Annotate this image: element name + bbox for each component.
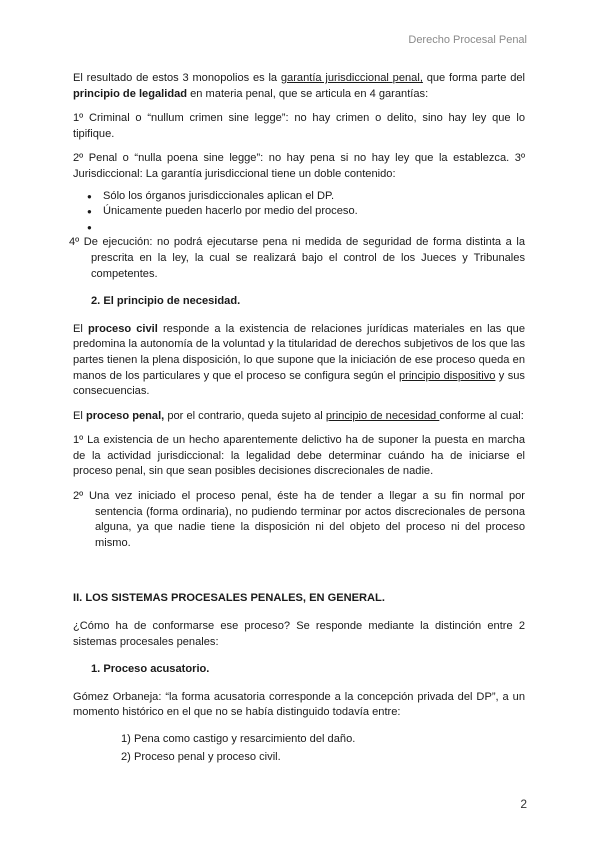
numbered-list (121, 730, 525, 766)
list-item: ● Sólo los órganos jurisdiccionales aplican el DP. (87, 189, 525, 205)
paragraph-gomez-orbaneja: Gómez Orbaneja: “la forma acusatoria corresponde a la concepción privada del DP”, a un momento histórico en el que no se había distinguido todavía entre: (73, 690, 525, 719)
paragraph-penal: 2º Penal o “nulla poena sine legge”: no hay pena si no hay ley que la establezca. 3º Jurisdiccional: La garantía jurisdiccional tiene un doble contenido: (73, 152, 525, 180)
bold-term: proceso penal, (85, 409, 165, 422)
bold-term: proceso civil (87, 322, 158, 335)
section-heading-sistemas: II. LOS SISTEMAS PROCESALES PENALES, EN GENERAL. (73, 592, 385, 605)
paragraph-criminal: 1º Criminal o “nullum crimen sine legge”: no hay crimen o delito, sino hay ley que lo tipifique. (73, 112, 525, 140)
document-body (69, 71, 525, 766)
page-number: 2 (520, 797, 527, 811)
paragraph-proceso-civil: El proceso civil responde a la existencia de relaciones jurídicas materiales en las que predomina la autonomía de la voluntad y la titularidad de derechos subjetivos de los que las partes tienen la plena disposición, lo que supone que la iniciación de ese proceso queda en manos de los particulares y que el proceso se configura según el principio dispositivo y sus consecuencias. (73, 322, 525, 398)
paragraph-proceso-penal: El proceso penal, por el contrario, queda sujeto al principio de necesidad conforme al cual: (73, 409, 524, 422)
paragraph-garantia: El resultado de estos 3 monopolios es la garantía jurisdiccional penal, que forma parte del principio de legalidad en materia penal, que se articula en 4 garantías: (73, 72, 525, 100)
paragraph-segundo: 2º Una vez iniciado el proceso penal, éste ha de tender a llegar a su fin normal por sentencia (forma ordinaria), no pudiendo terminar por actos discrecionales de persona alguna, ya que nadie tiene la disposición ni del objeto del proceso ni del proceso mismo. (73, 490, 525, 549)
paragraph-ejecucion: 4º De ejecución: no podrá ejecutarse pena ni medida de seguridad de forma distinta a la prescrita en la ley, la cual se realizará bajo el control de los Jueces y Tribunales competentes. (69, 236, 525, 280)
list-item: ● Únicamente pueden hacerlo por medio del proceso. (87, 204, 525, 220)
list-item (87, 220, 525, 236)
list-item: 1) Pena como castigo y resarcimiento del daño. (121, 733, 356, 745)
paragraph-primero: 1º La existencia de un hecho aparentemente delictivo ha de suponer la puesta en marcha de la actividad jurisdiccional: la legalidad debe determinar cuándo ha de iniciarse el proceso penal, sin que sean posibles decisiones discrecionales de nadie. (73, 434, 525, 478)
bold-term: principio de legalidad (73, 87, 188, 100)
section-heading-acusatorio: 1. Proceso acusatorio. (91, 663, 210, 676)
underlined-term: garantía jurisdiccional penal, (280, 72, 423, 84)
section-heading-necesidad: 2. El principio de necesidad. (91, 295, 241, 308)
underlined-term: principio de necesidad (325, 409, 440, 422)
paragraph-pregunta: ¿Cómo ha de conformarse ese proceso? Se responde mediante la distinción entre 2 sistemas procesales penales: (73, 620, 525, 648)
bullet-list (73, 189, 525, 236)
underlined-term: principio dispositivo (398, 369, 496, 382)
running-header: Derecho Procesal Penal (408, 34, 527, 46)
list-item: 2) Proceso penal y proceso civil. (121, 751, 281, 763)
